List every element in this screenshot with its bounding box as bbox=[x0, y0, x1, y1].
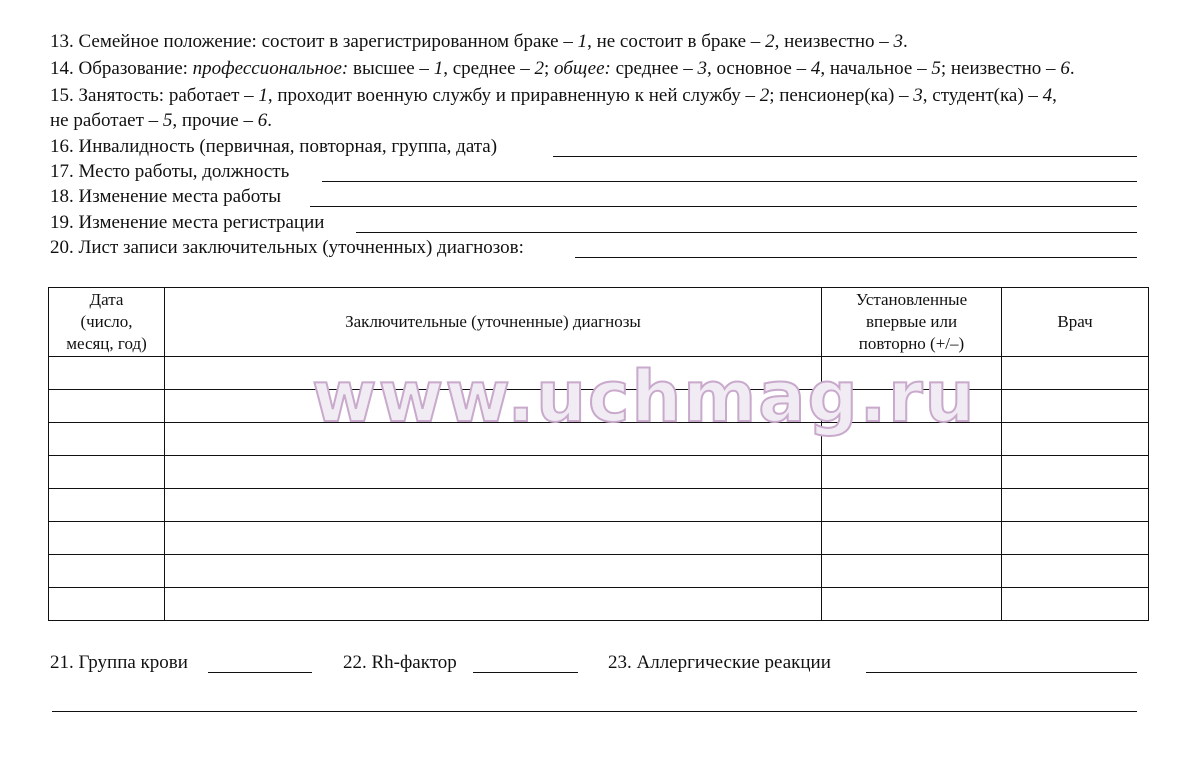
cell-doctor[interactable] bbox=[1002, 555, 1149, 588]
item-23-allergies-label: 23. Аллергические реакции bbox=[608, 652, 831, 673]
item-18-work-change-field[interactable] bbox=[310, 206, 1137, 207]
table-row bbox=[49, 489, 1149, 522]
cell-diagnosis[interactable] bbox=[165, 588, 822, 621]
cell-established[interactable] bbox=[822, 489, 1002, 522]
cell-established[interactable] bbox=[822, 390, 1002, 423]
item-20-diagnoses-label: 20. Лист записи заключительных (уточненных) диагнозов: bbox=[50, 237, 524, 258]
table-row bbox=[49, 456, 1149, 489]
cell-diagnosis[interactable] bbox=[165, 456, 822, 489]
diagnoses-table bbox=[48, 287, 1149, 621]
cell-diagnosis[interactable] bbox=[165, 357, 822, 390]
cell-established[interactable] bbox=[822, 456, 1002, 489]
cell-doctor[interactable] bbox=[1002, 423, 1149, 456]
item-23-allergies-field[interactable] bbox=[866, 672, 1137, 673]
cell-doctor[interactable] bbox=[1002, 588, 1149, 621]
cell-diagnosis[interactable] bbox=[165, 390, 822, 423]
cell-established[interactable] bbox=[822, 588, 1002, 621]
cell-date[interactable] bbox=[49, 588, 165, 621]
item-19-registration-change-label: 19. Изменение места регистрации bbox=[50, 212, 325, 233]
table-row bbox=[49, 522, 1149, 555]
header-doctor: Врач bbox=[1002, 288, 1149, 357]
cell-doctor[interactable] bbox=[1002, 522, 1149, 555]
table-row bbox=[49, 357, 1149, 390]
cell-doctor[interactable] bbox=[1002, 357, 1149, 390]
item-19-registration-change-field[interactable] bbox=[356, 232, 1137, 233]
header-established: Установленные впервые или повторно (+/–) bbox=[822, 288, 1002, 357]
table-row bbox=[49, 588, 1149, 621]
item-14-education: 14. Образование: профессиональное: высшее – 1, среднее – 2; общее: среднее – 3, основное – 4, начальное – 5; неизвестно – 6. bbox=[50, 58, 1075, 79]
item-16-disability-field[interactable] bbox=[553, 156, 1137, 157]
cell-diagnosis[interactable] bbox=[165, 489, 822, 522]
item-17-workplace-field[interactable] bbox=[322, 181, 1137, 182]
cell-date[interactable] bbox=[49, 489, 165, 522]
item-21-blood-group-field[interactable] bbox=[208, 672, 312, 673]
cell-doctor[interactable] bbox=[1002, 390, 1149, 423]
cell-established[interactable] bbox=[822, 555, 1002, 588]
allergies-continuation-field[interactable] bbox=[52, 711, 1137, 712]
cell-date[interactable] bbox=[49, 423, 165, 456]
item-15-employment: 15. Занятость: работает – 1, проходит военную службу и приравненную к ней службу – 2; пенсионер(ка) – 3, студент(ка) – 4, bbox=[50, 85, 1057, 106]
item-18-work-change-label: 18. Изменение места работы bbox=[50, 186, 282, 207]
cell-date[interactable] bbox=[49, 390, 165, 423]
cell-doctor[interactable] bbox=[1002, 456, 1149, 489]
table-row bbox=[49, 390, 1149, 423]
item-22-rh-factor-label: 22. Rh-фактор bbox=[343, 652, 457, 673]
cell-established[interactable] bbox=[822, 423, 1002, 456]
cell-diagnosis[interactable] bbox=[165, 423, 822, 456]
cell-date[interactable] bbox=[49, 456, 165, 489]
cell-date[interactable] bbox=[49, 522, 165, 555]
table-row bbox=[49, 555, 1149, 588]
item-16-disability-label: 16. Инвалидность (первичная, повторная, группа, дата) bbox=[50, 136, 498, 157]
item-20-diagnoses-field[interactable] bbox=[575, 257, 1137, 258]
watermark: www.uchmag.ru bbox=[312, 356, 977, 438]
header-date: Дата (число, месяц, год) bbox=[49, 288, 165, 357]
cell-date[interactable] bbox=[49, 555, 165, 588]
item-13-marital-status: 13. Семейное положение: состоит в зарегистрированном браке – 1, не состоит в браке – 2, неизвестно – 3. bbox=[50, 31, 908, 52]
table-header-row bbox=[49, 288, 1149, 357]
cell-doctor[interactable] bbox=[1002, 489, 1149, 522]
item-17-workplace-label: 17. Место работы, должность bbox=[50, 161, 290, 182]
cell-diagnosis[interactable] bbox=[165, 522, 822, 555]
cell-established[interactable] bbox=[822, 357, 1002, 390]
cell-established[interactable] bbox=[822, 522, 1002, 555]
item-15-employment-cont: не работает – 5, прочие – 6. bbox=[50, 110, 272, 131]
header-final-diagnoses: Заключительные (уточненные) диагнозы bbox=[165, 288, 822, 357]
item-21-blood-group-label: 21. Группа крови bbox=[50, 652, 188, 673]
item-22-rh-factor-field[interactable] bbox=[473, 672, 578, 673]
cell-date[interactable] bbox=[49, 357, 165, 390]
cell-diagnosis[interactable] bbox=[165, 555, 822, 588]
table-row bbox=[49, 423, 1149, 456]
